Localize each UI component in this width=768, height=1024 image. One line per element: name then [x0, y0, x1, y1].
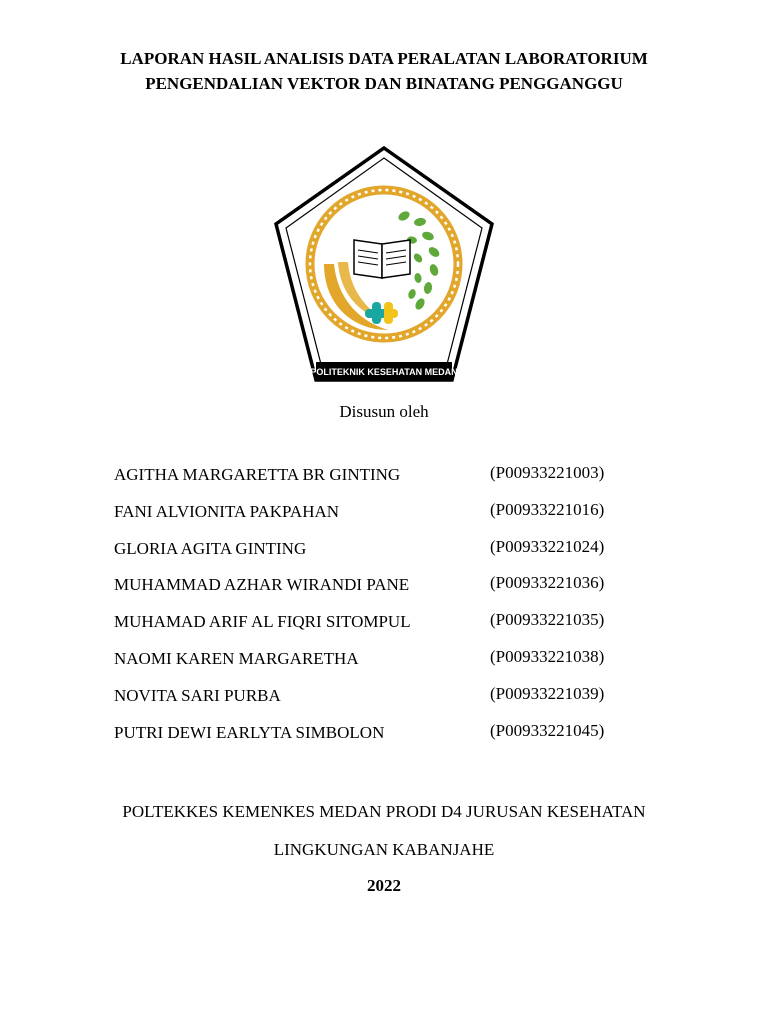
- member-row: [114, 647, 654, 684]
- member-row: [114, 684, 654, 721]
- institution-line-1: POLTEKKES KEMENKES MEDAN PRODI D4 JURUSAN KESEHATAN: [122, 802, 646, 821]
- poltekkes-medan-logo-icon: [272, 144, 496, 384]
- member-nim: (P00933221045): [490, 720, 605, 740]
- member-nim: (P00933221039): [490, 683, 605, 703]
- member-row: [114, 500, 654, 537]
- member-row: [114, 610, 654, 647]
- member-name: NAOMI KAREN MARGARETHA: [114, 648, 359, 668]
- logo-caption: POLITEKNIK KESEHATAN MEDAN: [310, 367, 458, 377]
- member-row: [114, 537, 654, 574]
- member-nim: (P00933221036): [490, 573, 605, 593]
- report-title-line-1: LAPORAN HASIL ANALISIS DATA PERALATAN LABORATORIUM: [120, 49, 648, 68]
- member-row: [114, 573, 654, 610]
- member-nim: (P00933221024): [490, 536, 605, 556]
- member-name: FANI ALVIONITA PAKPAHAN: [114, 501, 340, 521]
- member-nim: (P00933221016): [490, 499, 605, 519]
- member-name: NOVITA SARI PURBA: [114, 685, 281, 705]
- author-label: Disusun oleh: [339, 402, 429, 421]
- member-list: [114, 463, 654, 757]
- member-name: AGITHA MARGARETTA BR GINTING: [114, 465, 401, 484]
- member-name: PUTRI DEWI EARLYTA SIMBOLON: [114, 722, 385, 742]
- member-row: [114, 463, 654, 500]
- member-name: MUHAMAD ARIF AL FIQRI SITOMPUL: [114, 612, 411, 632]
- report-title: [0, 46, 768, 96]
- report-title-line-2: PENGENDALIAN VEKTOR DAN BINATANG PENGGANGGU: [145, 74, 623, 93]
- member-nim: (P00933221038): [490, 646, 605, 666]
- member-nim: (P00933221003): [490, 463, 605, 482]
- member-row: [114, 721, 654, 758]
- member-nim: (P00933221035): [490, 610, 605, 630]
- report-year: 2022: [367, 876, 401, 895]
- member-name: GLORIA AGITA GINTING: [114, 538, 307, 558]
- member-name: MUHAMMAD AZHAR WIRANDI PANE: [114, 575, 410, 595]
- institution-line-2: LINGKUNGAN KABANJAHE: [273, 840, 495, 859]
